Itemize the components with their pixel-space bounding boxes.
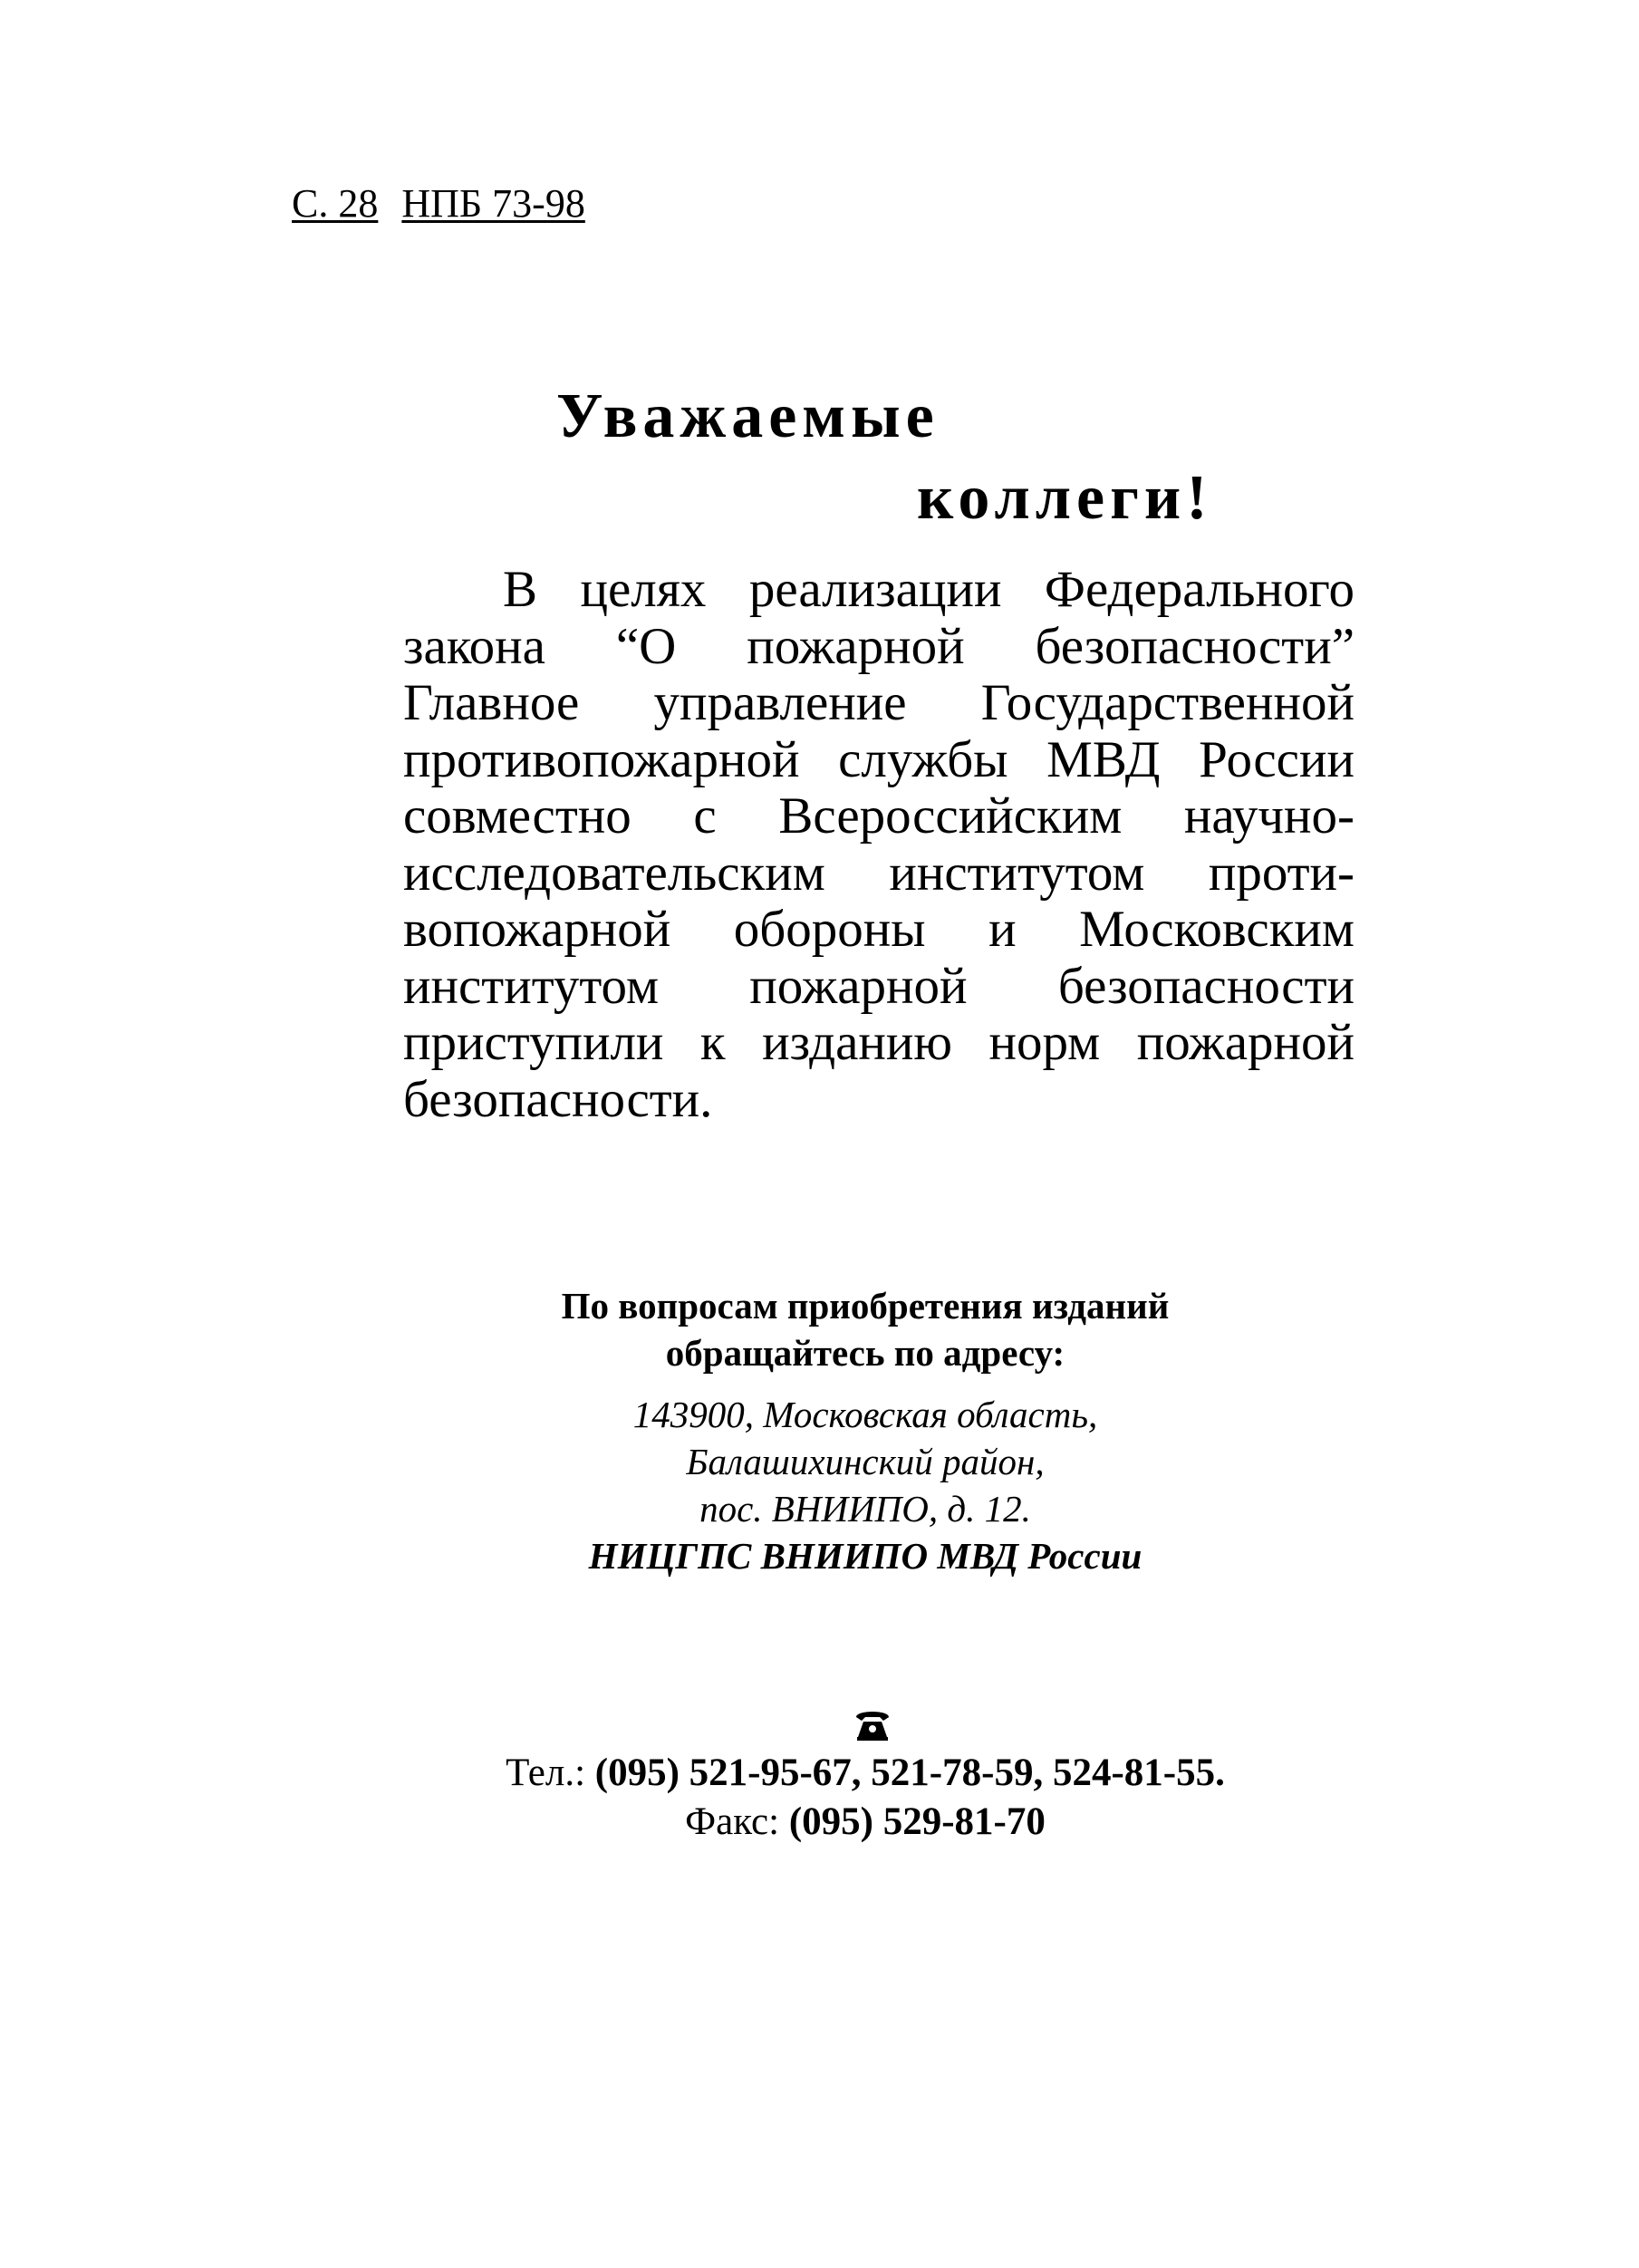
intro-line: В целях реализации Федерального [503,561,1355,618]
fax-line [362,1798,1368,1847]
tel-label: Тел.: [506,1752,586,1794]
address-line: Балашихинский район, [686,1441,1045,1482]
contact-heading [507,1282,1223,1376]
greeting-line-1: Уважаемые [556,381,940,451]
telephone-icon [853,1706,892,1742]
address-block [507,1391,1223,1579]
greeting-line-2: коллеги! [917,463,1213,533]
intro-line: противопожарной службы МВД России [403,730,1355,788]
page-number: С. 28 [292,181,379,226]
organization-name: НИЦГПС ВНИИПО МВД России [588,1535,1142,1577]
fax-number: (095) 529-81-70 [788,1800,1046,1843]
tel-numbers: (095) 521-95-67, 521-78-59, 524-81-55. [594,1752,1225,1794]
document-code: НПБ 73-98 [401,181,585,226]
address-line: пос. ВНИИПО, д. 12. [699,1488,1031,1530]
intro-line: совместно с Всероссийским научно- [403,787,1355,844]
intro-line: приступили к изданию норм пожарной [403,1014,1355,1071]
intro-line: вопожарной обороны и Московским [403,901,1355,958]
intro-line: институтом пожарной безопасности [403,957,1355,1015]
phones-block [362,1749,1368,1847]
fax-label: Факс: [685,1800,780,1843]
contact-heading-line-1: По вопросам приобретения изданий [561,1285,1170,1327]
page-header [292,181,585,227]
telephone-line [362,1749,1368,1798]
intro-line: закона “О пожарной безопасности” [403,617,1355,675]
intro-line: исследовательским институтом проти- [403,844,1355,902]
intro-line: Главное управление Государственной [403,674,1355,731]
intro-line: безопасности. [403,1070,713,1128]
address-line: 143900, Московская область, [632,1394,1098,1435]
intro-paragraph [403,562,1355,1128]
contact-heading-line-2: обращайтесь по адресу: [665,1332,1065,1374]
